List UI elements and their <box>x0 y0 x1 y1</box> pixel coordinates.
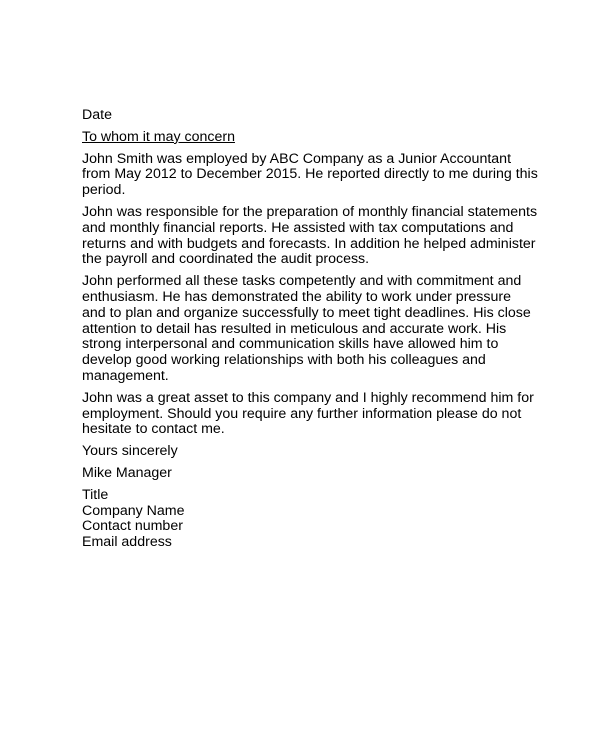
contact-number: Contact number <box>82 518 183 535</box>
salutation-text: To whom it may concern <box>82 128 235 145</box>
letter-date <box>82 108 542 124</box>
letter-closing <box>82 444 542 460</box>
letter-signer <box>82 466 542 482</box>
paragraph-line: John was a great asset to this company and I highly recommend him for <box>82 389 534 406</box>
signature-block <box>82 488 542 551</box>
paragraph-line: management. <box>82 367 169 384</box>
paragraph-line: strong interpersonal and communication skills have allowed him to <box>82 336 499 353</box>
paragraph-line: John was responsible for the preparation of monthly financial statements <box>82 203 538 220</box>
paragraph-1 <box>82 152 542 199</box>
date-text: Date <box>82 107 112 123</box>
paragraph-line: period. <box>82 182 126 199</box>
paragraph-4 <box>82 391 542 438</box>
signer-title: Title <box>82 486 109 503</box>
paragraph-line: and monthly financial reports. He assisted with tax computations and <box>82 219 514 236</box>
paragraph-line: John Smith was employed by ABC Company as a Junior Accountant <box>82 150 512 167</box>
letter-salutation <box>82 130 542 146</box>
paragraph-line: the payroll and coordinated the audit process. <box>82 251 370 268</box>
paragraph-line: employment. Should you require any further information please do not <box>82 405 522 422</box>
paragraph-line: enthusiasm. He has demonstrated the ability to work under pressure <box>82 288 511 305</box>
paragraph-3 <box>82 274 542 385</box>
closing-text: Yours sincerely <box>82 443 178 460</box>
paragraph-line: attention to detail has resulted in meticulous and accurate work. His <box>82 320 507 337</box>
email-address: Email address <box>82 534 172 551</box>
company-name: Company Name <box>82 502 185 519</box>
paragraph-line: and to plan and organize successfully to meet tight deadlines. His close <box>82 304 531 321</box>
letter-body <box>82 108 542 557</box>
paragraph-2 <box>82 205 542 268</box>
paragraph-line: John performed all these tasks competently and with commitment and <box>82 273 522 290</box>
paragraph-line: from May 2012 to December 2015. He reported directly to me during this <box>82 166 538 183</box>
signer-name: Mike Manager <box>82 464 172 481</box>
paragraph-line: returns and with budgets and forecasts. In addition he helped administer <box>82 235 536 252</box>
paragraph-line: develop good working relationships with both his colleagues and <box>82 352 486 369</box>
paragraph-line: hesitate to contact me. <box>82 421 225 438</box>
